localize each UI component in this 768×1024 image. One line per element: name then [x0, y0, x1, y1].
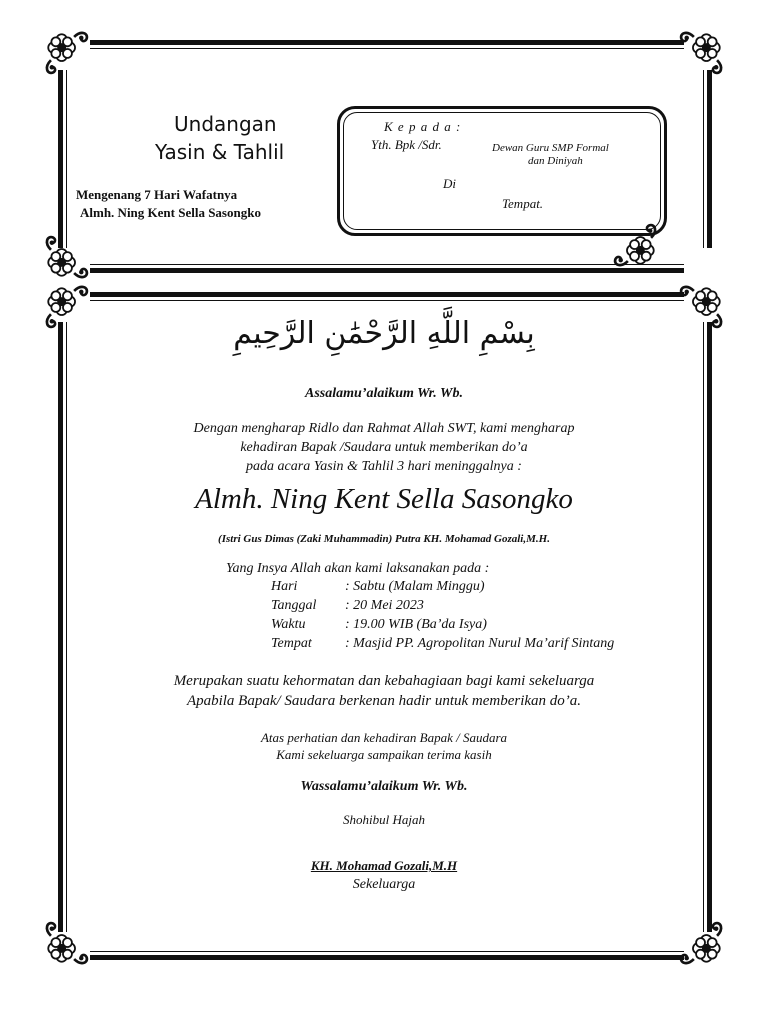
deceased-name: Almh. Ning Kent Sella Sasongko — [195, 483, 573, 515]
header-title-line1: Undangan — [174, 112, 277, 136]
thanks-line2: Kami sekeluarga sampaikan terima kasih — [276, 747, 492, 762]
host-label: Shohibul Hajah — [343, 812, 425, 827]
honor-line1: Merupakan suatu kehormatan dan kebahagiaan bagi kami sekeluarga — [173, 673, 595, 689]
corner-ornament-icon — [42, 232, 92, 282]
di-label: Di — [443, 176, 456, 191]
basmalah-calligraphy: بِسْمِ اللَّهِ الرَّحْمَٰنِ الرَّحِيمِ — [233, 316, 535, 351]
intro-line2: kehadiran Bapak /Saudara untuk memberikan do’a — [240, 440, 528, 455]
schedule-value: : Masjid PP. Agropolitan Nurul Ma’arif Sintang — [345, 636, 615, 651]
schedule-label: Tanggal — [271, 598, 317, 613]
tempat-label: Tempat. — [502, 196, 544, 211]
intro-line1: Dengan mengharap Ridlo dan Rahmat Allah SWT, kami mengharap — [193, 421, 575, 436]
memorial-line2: Almh. Ning Kent Sella Sasongko — [80, 205, 261, 220]
greeting: Assalamu’alaikum Wr. Wb. — [305, 386, 463, 401]
kepada-label: K e p a d a : — [384, 119, 462, 134]
recipient-line1: Dewan Guru SMP Formal — [492, 142, 609, 154]
corner-ornament-icon — [42, 918, 92, 968]
corner-ornament-icon — [42, 28, 92, 78]
schedule-label: Waktu — [271, 617, 306, 632]
closing: Wassalamu’alaikum Wr. Wb. — [300, 779, 468, 794]
recipient-line2: dan Diniyah — [528, 155, 583, 167]
header-title-line2: Yasin & Tahlil — [155, 140, 285, 164]
schedule-intro: Yang Insya Allah akan kami laksanakan pada : — [226, 561, 490, 576]
schedule-value: : Sabtu (Malam Minggu) — [345, 579, 485, 594]
schedule-value: : 19.00 WIB (Ba’da Isya) — [345, 617, 487, 632]
corner-ornament-icon — [676, 918, 726, 968]
yth-label: Yth. Bpk /Sdr. — [371, 137, 442, 152]
schedule-value: : 20 Mei 2023 — [345, 598, 424, 613]
schedule-label: Hari — [271, 579, 298, 594]
schedule-label: Tempat — [271, 636, 312, 651]
host-family: Sekeluarga — [352, 877, 416, 892]
host-name: KH. Mohamad Gozali,M.H — [310, 858, 458, 873]
honor-line2: Apabila Bapak/ Saudara berkenan hadir untuk memberikan do’a. — [186, 693, 582, 709]
relation-note: (Istri Gus Dimas (Zaki Muhammadin) Putra KH. Mohamad Gozali,M.H. — [218, 533, 550, 545]
intro-line3: pada acara Yasin & Tahlil 3 hari meninggalnya : — [246, 459, 522, 474]
thanks-line1: Atas perhatian dan kehadiran Bapak / Saudara — [260, 730, 508, 745]
memorial-line1: Mengenang 7 Hari Wafatnya — [76, 187, 238, 202]
corner-ornament-icon — [676, 28, 726, 78]
